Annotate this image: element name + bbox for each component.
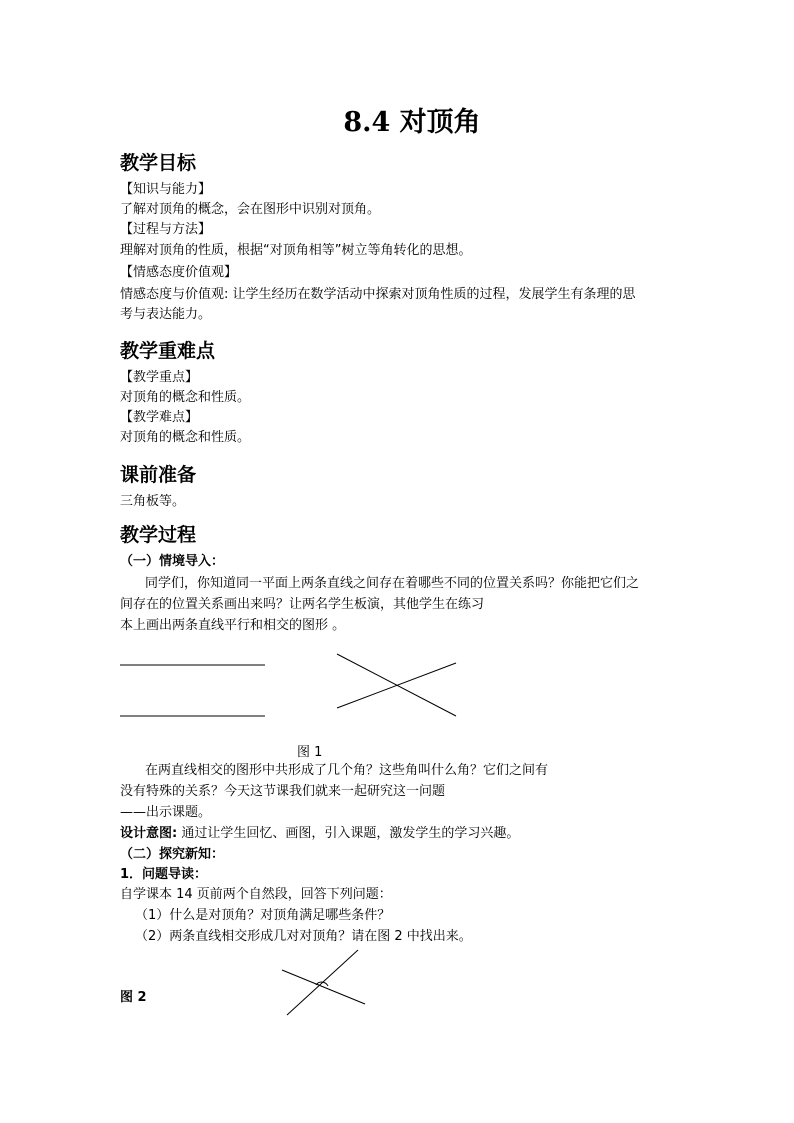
preparation-text: 三角板等。 — [120, 494, 186, 509]
figure-1-caption: 图 1 — [297, 745, 323, 760]
attitude-label: 【情感态度价值观】 — [120, 265, 238, 280]
question-line-1: 在两直线相交的图形中共形成了几个角？这些角叫什么角？它们之间有 — [145, 763, 549, 778]
heading-objectives: 教学目标 — [120, 152, 197, 174]
design-intent-text: 通过让学生回忆、画图，引入课题，激发学生的学习兴趣。 — [177, 826, 520, 841]
step1-label: 1．问题导读： — [120, 867, 208, 882]
part1-line-1: 同学们，你知道同一平面上两条直线之间存在着哪些不同的位置关系吗？你能把它们之 — [145, 576, 640, 591]
knowledge-label: 【知识与能力】 — [120, 182, 212, 197]
question-1: （1）什么是对顶角？对顶角满足哪些条件？ — [135, 908, 391, 923]
step1-text: 自学课本 14 页前两个自然段，回答下列问题： — [120, 887, 392, 902]
page-title: 8.4 对顶角 — [343, 107, 481, 138]
attitude-text-2: 考与表达能力。 — [120, 307, 212, 322]
difficulty-label: 【教学难点】 — [120, 410, 199, 425]
question-line-2: 没有特殊的关系？今天这节课我们就来一起研究这一问题 — [120, 784, 446, 799]
focus-text: 对顶角的概念和性质。 — [120, 390, 251, 405]
design-intent-label: 设计意图: — [120, 826, 178, 841]
process-label: 【过程与方法】 — [120, 222, 212, 237]
question-line-3: ——出示课题。 — [120, 805, 212, 820]
heading-process: 教学过程 — [120, 524, 197, 546]
figure-2-line-a — [282, 970, 365, 1004]
part2-label: （二）探究新知： — [120, 847, 225, 862]
part1-line-3: 本上画出两条直线平行和相交的图形 。 — [120, 618, 346, 633]
question-2: （2）两条直线相交形成几对对顶角？请在图 2 中找出来。 — [135, 929, 472, 944]
attitude-text-1: 情感态度与价值观: 让学生经历在数学活动中探索对顶角性质的过程，发展学生有条理的思 — [120, 287, 636, 302]
part1-line-2: 间存在的位置关系画出来吗？让两名学生板演，其他学生在练习 — [120, 597, 485, 612]
difficulty-text: 对顶角的概念和性质。 — [120, 430, 251, 445]
process-text: 理解对顶角的性质，根据“对顶角相等”树立等角转化的思想。 — [120, 243, 472, 258]
focus-label: 【教学重点】 — [120, 370, 199, 385]
figure-2-caption: 图 2 — [120, 990, 147, 1005]
knowledge-text: 了解对顶角的概念，会在图形中识别对顶角。 — [120, 202, 381, 217]
heading-preparation: 课前准备 — [120, 464, 197, 486]
part1-label: （一）情境导入： — [120, 554, 225, 569]
heading-key-points: 教学重难点 — [120, 340, 216, 362]
